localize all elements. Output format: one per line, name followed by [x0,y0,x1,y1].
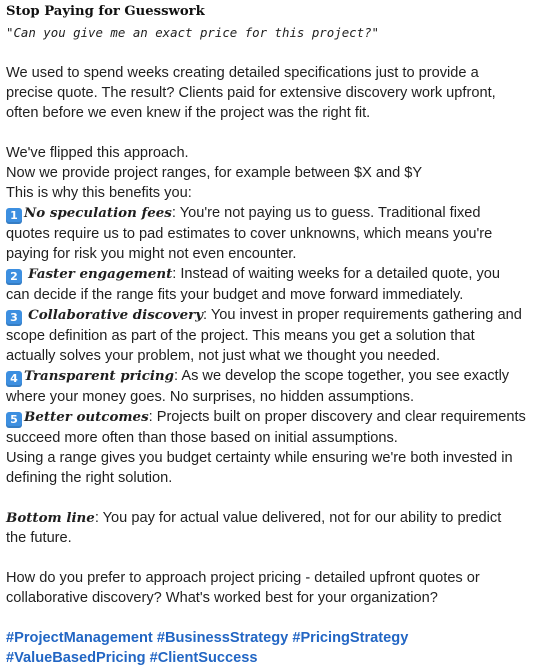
spacer [6,488,528,508]
benefit-text: where your money goes. No surprises, no hidden assumptions. [6,389,415,405]
benefit-text: actually solves your problem, not just what we thought you needed. [6,348,441,364]
benefit-item-3 [6,305,528,326]
intro-line: We used to spend weeks creating detailed specifications just to provide a [6,65,479,81]
question-line: collaborative discovery? What's worked best for your organization? [6,590,438,606]
benefit-text: : You're not paying us to guess. Traditional fixed [171,205,481,221]
hashtag-link[interactable]: #BusinessStrategy [156,630,289,646]
bottom-line-text: the future. [6,530,72,546]
benefit-text: succeed more often than those based on initial assumptions. [6,430,398,446]
hashtag-row [6,648,528,668]
benefit-text: : As we develop the scope together, you see exactly [174,368,510,384]
hashtag-link[interactable]: #ClientSuccess [149,650,258,666]
benefit-text: : You invest in proper requirements gathering and [202,307,522,323]
keycap-number-icon: 5 [6,412,22,428]
bottom-line [6,508,528,528]
benefit-text: scope definition as part of the project. This means you get a solution that [6,328,475,344]
flip-line: We've flipped this approach. [6,145,189,161]
benefit-title: Transparent pricing [24,368,175,384]
range-line: defining the right solution. [6,470,173,486]
spacer [6,548,528,568]
benefit-item-5 [6,407,528,428]
post-quote: "Can you give me an exact price for this project?" [6,25,379,40]
spacer [6,43,528,63]
flip-line: This is why this benefits you: [6,185,192,201]
benefit-item-2 [6,264,528,285]
question-line: How do you prefer to approach project pricing - detailed upfront quotes or [6,570,480,586]
hashtag-link[interactable]: #ValueBasedPricing [6,650,146,666]
benefit-text: : Instead of waiting weeks for a detailed quote, you [172,266,501,282]
benefit-title: Better outcomes [24,409,149,425]
hashtag-link[interactable]: #ProjectManagement [6,630,153,646]
flip-line: Now we provide project ranges, for example between $X and $Y [6,165,423,181]
benefit-text: paying for risk you might not even encounter. [6,246,297,262]
intro-line: precise quote. The result? Clients paid for extensive discovery work upfront, [6,85,496,101]
benefit-item-4 [6,366,528,387]
keycap-number-icon: 2 [6,269,22,285]
benefit-text: can decide if the range fits your budget and move forward immediately. [6,287,464,303]
post-title: Stop Paying for Guesswork [6,4,205,19]
bottom-line-text: : You pay for actual value delivered, not for our ability to predict [94,510,502,526]
benefit-item-1 [6,203,528,224]
spacer [6,123,528,143]
hashtag-link[interactable]: #PricingStrategy [292,630,409,646]
keycap-number-icon: 3 [6,310,22,326]
bottom-line-label: Bottom line [6,510,95,526]
benefit-text: quotes require us to pad estimates to cover unknowns, which means you're [6,226,493,242]
keycap-number-icon: 4 [6,371,22,387]
benefit-title: No speculation fees [24,205,172,221]
benefit-title: Collaborative discovery [28,307,203,323]
hashtag-row [6,628,528,648]
range-line: Using a range gives you budget certainty while ensuring we're both invested in [6,450,513,466]
keycap-number-icon: 1 [6,208,22,224]
benefit-title: Faster engagement [28,266,173,282]
benefit-text: : Projects built on proper discovery and clear requirements [148,409,526,425]
spacer [6,608,528,628]
intro-line: often before we even knew if the project was the right fit. [6,105,371,121]
